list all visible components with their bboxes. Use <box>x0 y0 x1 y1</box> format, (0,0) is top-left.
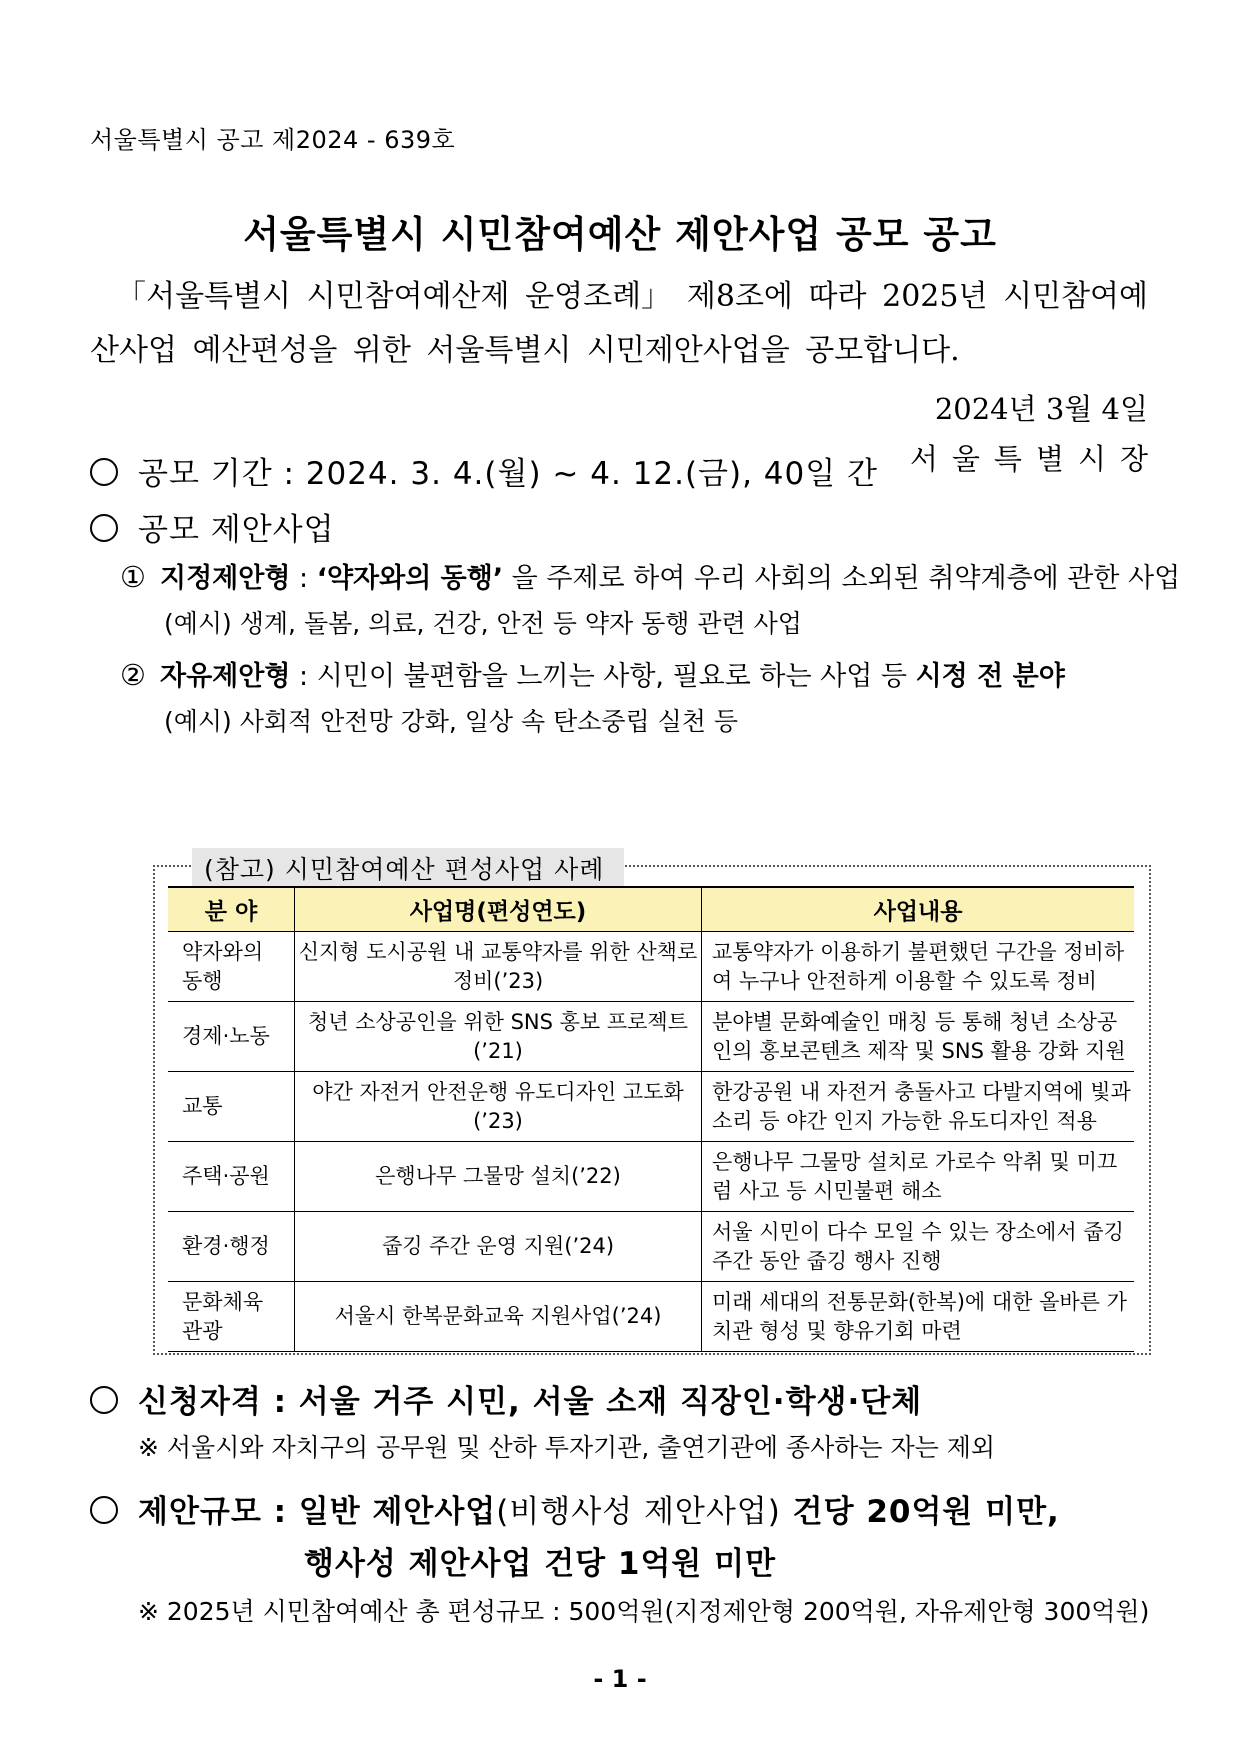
issue-date: 2024년 3월 4일 <box>934 392 1148 426</box>
item-emphasis: 시정 전 분야 <box>915 661 1065 692</box>
notice-number: 서울특별시 공고 제2024 - 639호 <box>90 126 456 154</box>
project-example-designated: (예시) 생계, 돌봄, 의료, 건강, 안전 등 약자 동행 관련 사업 <box>164 609 802 638</box>
issue-block <box>909 384 1162 484</box>
cell-project: 은행나무 그물망 설치(’22) <box>295 1142 702 1212</box>
item-sep: : <box>290 563 317 594</box>
cell-content: 미래 세대의 전통문화(한복)에 대한 올바른 가치관 형성 및 향유기회 마련 <box>702 1282 1135 1352</box>
table-row <box>168 932 1134 1002</box>
cell-content: 한강공원 내 자전거 충돌사고 다발지역에 빛과 소리 등 야간 인지 가능한 유도디자인 적용 <box>702 1072 1135 1142</box>
table-row <box>168 1072 1134 1142</box>
issuer-name: 서울특별시장 <box>909 442 1162 476</box>
cell-content: 교통약자가 이용하기 불편했던 구간을 정비하여 누구나 안전하게 이용할 수 있도록 정비 <box>702 932 1135 1002</box>
cell-category <box>168 1002 295 1072</box>
item-desc: 시민이 불편함을 느끼는 사항, 필요로 하는 사업 등 <box>316 661 916 692</box>
project-item-designated <box>120 556 1180 595</box>
page-title: 서울특별시 시민참여예산 제안사업 공모 공고 <box>243 213 997 256</box>
col-header-category: 분 야 <box>168 887 295 932</box>
page-number: - 1 - <box>593 1665 647 1693</box>
cell-project: 서울시 한복문화교육 지원사업(’24) <box>295 1282 702 1352</box>
category-text: 문화체육관광 <box>182 1289 264 1343</box>
item-desc: 을 주제로 하여 우리 사회의 소외된 취약계층에 관한 사업 <box>503 563 1181 594</box>
cell-category <box>168 1212 295 1282</box>
table-row <box>168 1282 1134 1352</box>
scale-note: ※ 2025년 시민참여예산 총 편성규모 : 500억원(지정제안형 200억원, 자유제안형 300억원) <box>138 1597 1150 1626</box>
item-type: 자유제안형 <box>160 661 291 692</box>
cell-project: 야간 자전거 안전운행 유도디자인 고도화(’23) <box>295 1072 702 1142</box>
cell-content: 은행나무 그물망 설치로 가로수 악취 및 미끄럼 사고 등 시민불편 해소 <box>702 1142 1135 1212</box>
table-header-row <box>168 887 1134 932</box>
scale-general-limit: 건당 20억원 미만, <box>780 1494 1060 1530</box>
cell-category <box>168 1072 295 1142</box>
intro-paragraph: 「서울특별시 시민참여예산제 운영조례」 제8조에 따라 2025년 시민참여예산사업 예산편성을 위한 서울특별시 시민제안사업을 공모합니다. <box>90 279 1148 368</box>
cell-project: 신지형 도시공원 내 교통약자를 위한 산책로 정비(’23) <box>295 932 702 1002</box>
scale-label: 제안규모 : <box>138 1494 299 1530</box>
category-text: 교통 <box>182 1094 223 1118</box>
table-row <box>168 1142 1134 1212</box>
category-text: 약자와의 동행 <box>182 939 264 993</box>
table-row <box>168 1212 1134 1282</box>
period-text: 공모 기간 : 2024. 3. 4.(월) ~ 4. 12.(금), 40일 간 <box>138 456 878 492</box>
cell-category <box>168 1282 295 1352</box>
scale-general-note: (비행사성 제안사업) <box>496 1494 781 1530</box>
scale-event-line: 행사성 제안사업 건당 1억원 미만 <box>304 1546 777 1582</box>
eligibility-text: 신청자격 : 서울 거주 시민, 서울 소재 직장인·학생·단체 <box>138 1384 923 1420</box>
item-number: ② <box>120 658 146 692</box>
scale-general: 일반 제안사업 <box>298 1494 497 1530</box>
category-text: 주택·공원 <box>182 1164 270 1188</box>
cell-content: 서울 시민이 다수 모일 수 있는 장소에서 줍깅 주간 동안 줍깅 행사 진행 <box>702 1212 1135 1282</box>
category-text: 경제·노동 <box>182 1024 270 1048</box>
cell-content: 분야별 문화예술인 매칭 등 통해 청년 소상공인의 홍보콘텐츠 제작 및 SNS 활용 강화 지원 <box>702 1002 1135 1072</box>
cell-project: 줍깅 주간 운영 지원(’24) <box>295 1212 702 1282</box>
section-projects <box>90 504 335 549</box>
item-number: ① <box>120 560 146 594</box>
circle-bullet-icon <box>90 1386 118 1414</box>
col-header-content: 사업내용 <box>702 887 1135 932</box>
section-eligibility <box>90 1376 922 1421</box>
category-text: 환경·행정 <box>182 1234 270 1258</box>
project-item-free <box>120 654 1065 693</box>
item-theme: ‘약자와의 동행’ <box>316 563 504 594</box>
table-row <box>168 1002 1134 1072</box>
reference-table <box>168 886 1134 1352</box>
section-period <box>90 448 878 493</box>
cell-category <box>168 932 295 1002</box>
item-type: 지정제안형 <box>160 563 291 594</box>
cell-project: 청년 소상공인을 위한 SNS 홍보 프로젝트(’21) <box>295 1002 702 1072</box>
projects-heading: 공모 제안사업 <box>138 512 335 548</box>
item-sep: : <box>290 661 317 692</box>
section-scale <box>90 1486 1060 1531</box>
circle-bullet-icon <box>90 1496 118 1524</box>
circle-bullet-icon <box>90 458 118 486</box>
circle-bullet-icon <box>90 514 118 542</box>
eligibility-note: ※ 서울시와 자치구의 공무원 및 산하 투자기관, 출연기관에 종사하는 자는 제외 <box>138 1433 996 1462</box>
project-example-free: (예시) 사회적 안전망 강화, 일상 속 탄소중립 실천 등 <box>164 707 739 736</box>
col-header-project: 사업명(편성연도) <box>295 887 702 932</box>
cell-category <box>168 1142 295 1212</box>
reference-label: (참고) 시민참여예산 편성사업 사례 <box>192 848 624 888</box>
